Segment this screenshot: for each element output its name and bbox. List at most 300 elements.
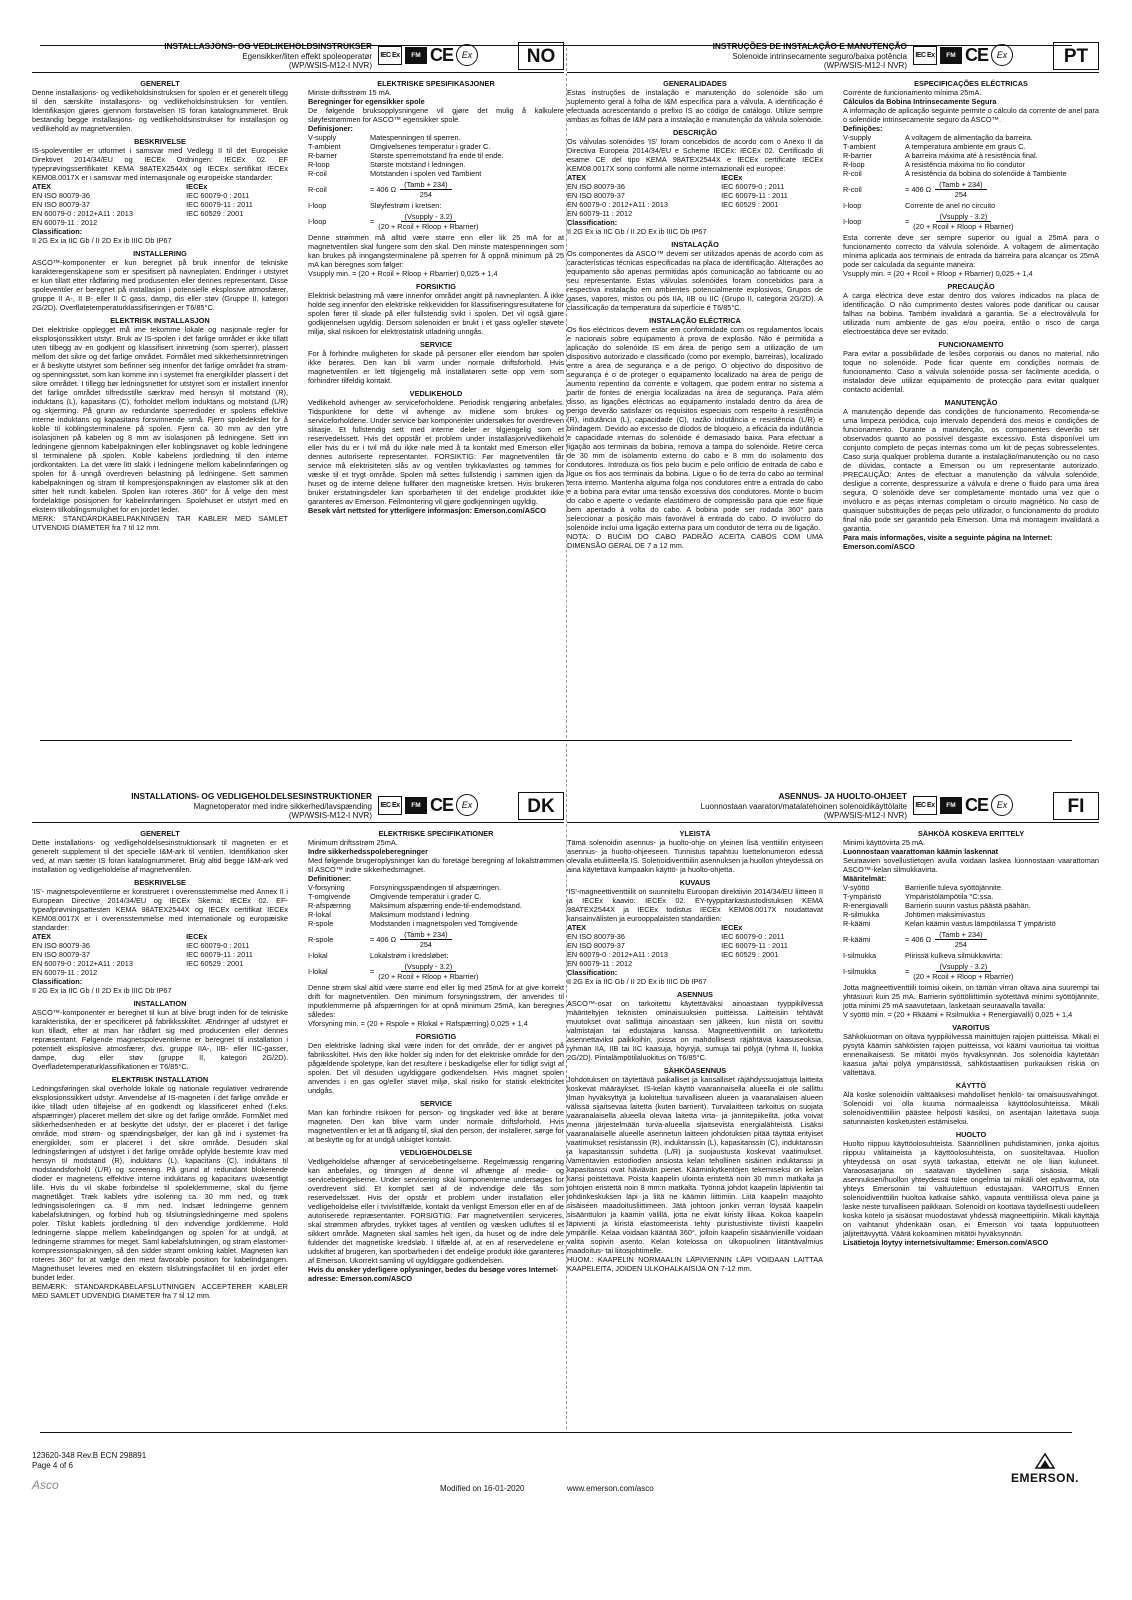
bold-paragraph: Beregninger for egensikker spole (308, 97, 425, 106)
definition-row (308, 919, 564, 928)
asco-logo: Asco (32, 1478, 59, 1492)
definition-text: Største sperremotstand fra ende til ende. (370, 151, 504, 160)
definition-row (843, 910, 1099, 919)
section-heading: SERVICE (419, 340, 453, 349)
formula-numerator: (Tamb + 234) (935, 930, 986, 940)
definition-row (308, 910, 564, 919)
definition-row (843, 169, 1099, 178)
paragraph: Med følgende brugeroplysninger kan du foretage beregning af lokalstrømmen til ASCO™ indre sikkerhedsmagnet. (308, 856, 564, 874)
formula-denominator: (20 + Rcoil + Rloop + Rbarrier) (913, 222, 1014, 231)
definition-term: R-loop (843, 160, 865, 169)
standards-row (32, 941, 288, 950)
paragraph: Vsupply min. = (20 + Rcoil + Rloop + Rbarrier) 0,025 + 1,4 (308, 269, 498, 278)
formula-prefix: = (370, 967, 375, 976)
definition-text: Barrierin suurin vastus päästä päähän. (905, 901, 1031, 910)
section-heading: PRECAUÇÃO (947, 282, 995, 291)
definition-text: A voltagem de alimentação da barreira. (905, 133, 1033, 142)
paragraph: Minste driftsstrøm 15 mA. (308, 88, 392, 97)
bold-paragraph: Cálculos da Bobina Intrinsecamente Segura (843, 97, 997, 106)
certification-marks (913, 42, 1013, 68)
paragraph: Minimum driftsstrøm 25mA. (308, 838, 398, 847)
paragraph: Estas instruções de instalação e manutenção do solenóide são um suplemento geral à folha de I&M específica para a válvula. A identificação é efectuada acrescentando o prefixo IS ao código de catálogo. Utilize sempre ambas as folhas de I&M para a instalação e manutenção da válvula solenóide. (567, 88, 823, 124)
formula-fraction (913, 212, 1013, 231)
standards-row (32, 182, 288, 191)
paragraph: For å forhindre muligheten for skade på personer eller eiendom bør spolen ikke berøres. Den kan bli varm under normale driftsforhold. Hvis magnetventilen er lett tilgjengelig må installatøren sette opp vern som forhindrer tilfeldig kontakt. (308, 349, 564, 385)
paragraph: Ledningsføringen skal overholde lokale og nationale regulativer vedrørende eksplosionssikkert udstyr. Anvendelse af IS-magneten i det farlige område er ikke tilladt uden tilføjelse af en godkendt og klassificeret enhed (f.eks. afspærringer) placeret mellem det sikre og det farlige område. Formålet med sikkerhedsenheden er at beskytte det udstyr, der er placeret i det farlige område, mod strøm- og spændingsbølger, der kan gå ind i systemet fra energikilder, som er placeret i det sikre område. Desuden skal ledningsføringen af udstyret i det farlige område opfylde bestemte krav med hensyn til modstand (R), induktans (L), kapacitans (C), induktans til modstandsforhold (L/R) og screening. På grund af redundant blokerende dioder er magnetens effektive interne induktans og kapacitans uvæsentligt lille. Hvis du vil skabe forbindelse til spoleklemmerne, skal du fjerne magnetlåget. Træk kablets ydre isolering ca. 30 mm ned, og træk ledningsisoleringen ca. 8 mm ned. Indsæt ledningerne gennem kabelafslutningen, og forbind hub og tilslutningsledningerne med spolens poler. Tilslut kablets jordledning til den indvendige jordklemme. Hold ledningerne slappe mellem kabelindgangen og spolen for at undgå, at ledningerne strammes for meget. Saml kabelafslutningen, og stram elastomer-kompressionspakningen, så den sidder stramt omkring kablet. Magneten kan roteres 360° for at vælge den mest favorable position for kabelindgangen. Magnethuset leveres med en ekstern tilslutningsfacilitet til en jordet eller bundet leder. (32, 1084, 288, 1282)
formula-fraction (378, 212, 478, 231)
ex-hexagon-icon: Ex (991, 794, 1013, 816)
section-heading: FUNCIONAMENTO (938, 340, 1004, 349)
definition-text: Omgivende temperatur i grader C. (370, 892, 482, 901)
model-code: (WP/WSIS-M12-I NVR) (823, 61, 907, 70)
bold-paragraph: Definisjoner: (308, 124, 353, 133)
definition-term: R-käämi (843, 919, 871, 928)
sheet-header (567, 40, 1099, 70)
definition-text: Kelan käämin vastus lämpötilassa T ympäristö (905, 919, 1056, 928)
paragraph: Os válvulas solenóides 'IS' foram concebidos de acordo com o Anexo II da Directiva Europeia 2014/34/EU e Scheme IECEx: IECEx 02. Certificado di esame CE del tipo KEMA 98ATEX2544X e IECEx certificate IECEx KEM08.0017X sono conformi alle norme internazionali ed europee: (567, 137, 823, 173)
formula-prefix: = (905, 967, 910, 976)
formula (843, 962, 1099, 981)
formula-label: I-loop (308, 217, 327, 226)
definition-text: Omgivelsenes temperatur i grader C. (370, 142, 491, 151)
definitions-table (308, 133, 564, 178)
iecex-icon: IEC Ex (378, 796, 402, 815)
instruction-subtitle: Magnetoperator med indre sikkerhed/lavspænding (193, 801, 372, 811)
bold-paragraph: Luonnostaan vaarattoman käämin laskennat (843, 847, 999, 856)
paragraph: Denne strøm skal altid være større end eller lig med 25mA for at give korrekt drift for magnetventilen. Den minimum forsyningsstrøm, der anvendes til inputklemmerne på afspærringen for at opnå minimum 25mA, kan beregnes således: (308, 983, 564, 1019)
right-column (308, 75, 564, 532)
bold-paragraph: Classification: (567, 218, 618, 227)
iecex-icon: IEC Ex (913, 46, 937, 65)
model-code: (WP/WSIS-M12-I NVR) (288, 811, 372, 820)
standards-cell: IEC 60079-0 : 2011 (186, 191, 250, 200)
standards-cell: IECEx (721, 173, 743, 182)
sheet-columns (567, 825, 1099, 1273)
formula-fraction (935, 180, 986, 199)
standards-table (32, 182, 288, 227)
bold-paragraph: Definições: (843, 124, 883, 133)
paragraph: Elektrisk belastning må være innenfor området angitt på navneplanten. Å ikke holde seg innenfor den elektriske rekkevidden for klassifiseringsresultatene for spolen fører til skade på eller fullstendig svikt i spolen. Det vil også gjøre godkjennelsen ugyldig. Dersom solenoiden er brukt i et gass og/eller støvete miljø, skal risikoen for elektrostatisk utladning unngås. (308, 291, 564, 336)
paragraph: IS-spoleventiler er utformet i samsvar med Vedlegg II til det Europeiske Direktivet 2014/34/EU og IECEx Ordningen: IECEx 02. EF typeprøvingssertifikatet KEMA 98ATEX2544X og IECEx sertifikat IECEx KEM08.0017X er i samsvar med internasjonale og europeiske standarder: (32, 146, 288, 182)
standards-cell: IEC 60079-0 : 2011 (721, 932, 785, 941)
fm-approved-icon: FM (405, 47, 427, 64)
formula (843, 212, 1099, 231)
certification-marks (378, 42, 478, 68)
standards-row (567, 923, 823, 932)
ce-mark-icon: CE (965, 44, 989, 65)
definition-term: T-ambient (308, 142, 341, 151)
paragraph: Vedligeholdelse afhænger af servicebetingelserne. Regelmæssig rengøring kan anbefales, og timingen af denne vil afhænge af medie- og servicebetingelserne. Under servicering skal komponenterne undersøges for overdrevent slid. Et komplet sæt af de indvendige dele fås som reservedelssæt. Hvis der opstår et problem under installation eller vedligeholdelse eller i tvivlstilfælde, kontakt da venligst Emerson eller en af de autoriserede repræsentanter. FORSIGTIG: Før magnetventilen serviceres, skal strømmen afbrydes, trykket tages af ventilen og væsken udluftes til et sikkert område. Magneten skal samles helt igen, da huset og de indre dele fuldender det magnetiske kredsløb. I tilfælde af, at en af reservedelene er udskiftet af brugeren, kan sporbarheden i det endelige produkt ikke garanteres af Emerson. Ukorrekt samling vil ugyldiggøre godkendelsen. (308, 1157, 564, 1265)
paragraph: De følgende bruksopplysningene vil gjøre det mulig å kalkulere sløyfestrømmen for ASCO™ egensikker spole. (308, 106, 564, 124)
definition-text: Matespenningen til sperren. (370, 133, 461, 142)
header-rule (567, 72, 1099, 73)
section-heading: ELEKTRISK INSTALLASJON (110, 316, 210, 325)
standards-cell: ATEX (32, 182, 52, 191)
sheet-columns (567, 75, 1099, 551)
standards-cell: ATEX (567, 173, 587, 182)
formula-prefix: = (370, 217, 375, 226)
standards-cell (186, 968, 288, 977)
left-column (32, 75, 288, 532)
fm-approved-icon: FM (940, 797, 962, 814)
section-heading: HUOLTO (955, 1130, 987, 1139)
standards-cell: EN ISO 80079-37 (32, 200, 90, 209)
standards-row (32, 191, 288, 200)
formula-label: I-silmukka (843, 967, 877, 976)
bold-paragraph: Para mais informações, visite a seguinte página na Internet: Emerson.com/ASCO (843, 533, 1053, 551)
section-heading: ASENNUS (677, 990, 713, 999)
sheet-no (32, 40, 564, 532)
definition-text: Motstanden i spolen ved Tambient (370, 169, 482, 178)
definition-text: Piirissä kulkeva silmukkavirta: (905, 951, 1003, 960)
emerson-wordmark: EMERSON. (1010, 1471, 1079, 1485)
definition-term: R-silmukka (843, 910, 880, 919)
definition-row (843, 201, 1099, 210)
standards-cell: IEC 60079-11 : 2011 (186, 950, 253, 959)
paragraph: II 2G Ex ia IIC Gb / II 2D Ex ib IIIC Db IP67 (567, 977, 707, 986)
instruction-subtitle: Solenoide intrinsecamente seguro/baixa potência (732, 51, 907, 61)
standards-cell: IEC 60529 : 2001 (186, 209, 244, 218)
paragraph: BEMÆRK: STANDARDKABELAFSLUTNINGEN ACCEPTERER KABLER MED SAMLET UDVENDIG DIAMETER fra 7 til 12 mm. (32, 1282, 288, 1300)
paragraph: Johdotuksen on täytettävä paikalliset ja kansalliset räjähdyssuojattuja laitteita koskevat määräykset. IS-kelan käyttö vaarannaisella alueella ei ole sallittu ilman hyväksyttyä ja luokiteltua turvalliseen alueen ja vaaranalaisen alueen välissä sijaitsevaa laitetta (kuten barrierit). Turvalaitteen tarkoitus on suojata vaaranalaisella alueella olevaa laitetta virta- ja jännitepiikeiltä, jotka voivat menna järjestelmään turva-alueella sijaitsevista energialähteistä. Lisäksi vaaranalaiselle alueelle asennetun laitteen johdotuksen pitää täyttää erityiset vaatimukset resistanssin (R), induktanssin (L), kapasitanssin (C), induktanssin ja kapasitanssin suhdetta (L/R) ja suojaustusta koskevat vaatimukset. Vamentavien estodiodien ansiosta kelan tehollinen sisäinen induktanssi ja kapasitanssi ovat häviävän pienet. Kääminkytkentöjen tekemiseksi on kelan kansi poistettava. Poista kaapelin ulointa eristettä noin 30 mm:n matkalta ja johtojen eristettä noin 8 mm:n matkalta. Työnnä johdot kaapelin läpivientin tai johdinkeskuksen läpi ja liitä ne käämin liittimiin. Liitä kaapelin maajohto sisäiseen maadoitusliittimeen. Jätä johtoon jonkin verran löysää kaapelin sisäänttulon ja käämin välillä, jotta ne eivät kiristy liikaa. Kokoa kaapelin läpivienti ja kiristä elastomeerista tehty puristustiiviste tiiviisti kaapelin ympärille. Kelaa voidaan kääntää 360°, jolloin kaapelin sisäänvienille voidaan valita sopivin asento. Kelan kotelossa on ulkopuolinen liitäntävalmius maadoitus- tai liitosjohtimelle. (567, 1075, 823, 1255)
standards-row (32, 968, 288, 977)
section-heading: INSTALAÇÃO (671, 240, 719, 249)
section-heading: MANUTENÇÃO (944, 398, 998, 407)
standards-cell: EN ISO 80079-36 (32, 941, 90, 950)
standards-cell: EN ISO 80079-36 (567, 932, 625, 941)
section-heading: VAROITUS (952, 1023, 990, 1032)
definition-text: Barrierille tuleva syöttöjännite. (905, 883, 1003, 892)
definition-row (308, 951, 564, 960)
standards-cell: EN 60079-11 : 2012 (32, 968, 98, 977)
paragraph: Seuraavien sovellustietojen avulla voidaan laskea luonnostaan vaarattoman ASCO™-kelan silmukkavirta. (843, 856, 1099, 874)
section-heading: SÄHKÖÄ KOSKEVA ERITTELY (917, 829, 1025, 838)
sheet-fi (567, 790, 1099, 1273)
bold-paragraph: Classification: (567, 968, 618, 977)
doc-number: 123620-348 Rev.B ECN 298891 (32, 1451, 147, 1460)
paragraph: ASCO™-komponenter er kun beregnet på bruk innenfor de tekniske karakteregenskapene som er spesifisert på navneplaten. Endringer i utstyret er kun tillatt etter rådføring med produsenten eller dennes representant. Disse spoleventiler er beregnet på installasjon i potensielle eksplosive atmosfærer, gruppe II A-, II B- eller II C gass, damp, dis eller støv (Gruppe II, kategori 2G/2D). Overflatetemperaturklassifiseringen er T6/85°C. (32, 258, 288, 312)
paragraph: ASCO™-osat on tarkoitettu käytettäväksi ainoastaan tyyppikilvessä määriteltyjen teknisten ominaisuuksien puitteissa. Laitteisiin tehtävät muutokset ovat sallittuja ainoastaan sen jälkeen, kun niistä on sovittu valmistajan tai edustajana kanssa. Magneettiventtiilit on tarkoitettu asennettaviksi paikkoihin, joissa on mahdollisesti räjähtäviä kaasuseoksia, ryhmän IIA, IIB tai IIC kaasuja, höyryjä, sumuja tai pölyjä (ryhmä II, luokka 2G/2D). Pintalämpötilaluokitus on T6/85°C. (567, 999, 823, 1062)
paragraph: ASCO™-komponenter er beregnet til kun at blive brugt inden for de tekniske karakteristika, der er specificeret på fabrikksskiltet. Ændringer af udstyret er kun tilladt, efter at man har rådført sig med producenten eller dennes repræsentant. Følgende magnetspoleventilerne er beregnet til installation i potentielt eksplosive atmosfærer, dvs. gruppe IIA-, IIB- eller IIC-gasser, dampe, dug eller støv (gruppe II, kategori 2G/2D). Overfladetemperaturklassifikationen er T6/85°C. (32, 1008, 288, 1071)
paragraph: II 2G Ex ia IIC Gb / II 2D Ex ib IIIC Db IP67 (32, 236, 172, 245)
standards-cell: IEC 60529 : 2001 (186, 959, 244, 968)
standards-row (567, 200, 823, 209)
definition-row (843, 133, 1099, 142)
definition-row (308, 169, 564, 178)
formula-label: I-lokal (308, 967, 328, 976)
section-heading: ELEKTRISKE SPECIFIKATIONER (378, 829, 494, 838)
formula-prefix: = 406 Ω (370, 935, 397, 944)
section-heading: GENERELT (140, 829, 180, 838)
section-heading: SERVICE (419, 1099, 453, 1108)
formula-numerator: (Vsupply - 3.2) (401, 962, 457, 972)
standards-cell: IEC 60079-11 : 2011 (186, 200, 253, 209)
standards-cell: EN 60079-0 : 2012+A11 : 2013 (32, 959, 133, 968)
paragraph: Det elektriske opplegget må ime tekomme lokale og nasjonale regler for eksplosjonssikkert utstyr. Bruk av IS-spolen i det farlige området er ikke tillatt uten tilbegg av en godkjent og klassifisert innretning (som sperrer), plassert mellom det sikre og det farlige området. Formålet med sikkerhetsinnretningen er å beskytte utstyret som befinner seg innenfor det farlige området fra strøm- og spenningsstøt, som kan komme inn i systemet fra energikilder plassert i det sikre området. I tillegg bør ledningsnettet for utstyret som er installert innenfor det farlige området tilfredsstille særkrav med hensyn til motstand (R), induktans (L), kapasitans (C), forholdet mellom induktans og motstand (L/R) og skjerming. På grunn av redundante sperredioder er spolens effektive interne induktans og kapasitans forsvinnende små. Fjern spoledekslet for å koble til koblingsterminalene på spolen. Fjern ca. 30 mm av den ytre isolasjonen på kabelen og 8 mm av isolasjonen på ledningene. Sett inn ledningene gjennom kabelpakningen eller koblingsnavet og koble ledningene til terminalene på spolen. Koble kabelens jordledning til den interne jordkontakten. La det være litt slakk i ledningene mellom kabelinnføringen og spolen for å unngå overdreven belastning på ledningene. Sett sammen kabelpakningen og stram til kompresjonspakningen av elastomer slik at den sitter helt rundt kabelen. Spolen kan roteres 360° for å velge den mest fordelaktige posisjonen for kabelinnføringen. Spolehuset er utstyrt med en ekstern tilkoblingsmulighet for en jordet leder. (32, 325, 288, 514)
definition-text: Sløyfestrøm i kretsen: (370, 201, 442, 210)
formula-numerator: (Tamb + 234) (935, 180, 986, 190)
section-heading: ESPECIFICAÇÕES ELÉCTRICAS (914, 79, 1028, 88)
section-heading: ELEKTRISK INSTALLATION (111, 1075, 209, 1084)
section-heading: DESCRIÇÃO (672, 128, 718, 137)
formula-denominator: 254 (419, 190, 432, 199)
paragraph: 'IS'-magneettiventtiilit on suunniteltu Euroopan direktiivin 2014/34/EU liitteen II ja IECEx kaavio: IECEx 02. EY-tyyppitarkastustodistuksen KEMA 98ATEX2544X ja IECEx todistus IECEx KEM08.0017X noudattavat kansainvälisten ja eurooppalaisten standardien: (567, 887, 823, 923)
standards-cell: IECEx (186, 932, 208, 941)
section-heading: GENERALIDADES (663, 79, 727, 88)
definition-text: A temperatura ambiente em graus C. (905, 142, 1026, 151)
definition-row (843, 901, 1099, 910)
section-heading: KÄYTTÖ (955, 1081, 987, 1090)
paragraph: Tämä solenoidin asennus- ja huolto-ohje on yleinen lisä venttiilin erityiseen asennus- ja huolto-ohjeeseen. Tunnistus tapahtuu luettelonumeron edessä olevalla etuliitteellä IS. Solenoidiventtiilin asennuksen ja huollon yhteydessä on aina käytettävä kumpaakin käyttö- ja huolto-ohjetta. (567, 838, 823, 874)
section-heading: FORSIKTIG (416, 282, 456, 291)
definition-term: R-barrier (308, 151, 337, 160)
page-number: Page 4 of 6 (32, 1461, 73, 1470)
section-heading: INSTALAÇÃO ELÉCTRICA (649, 316, 741, 325)
paragraph: Os fios eléctricos devem estar em conformidade com os regulamentos locais e nacionais sobre equipamento à prova de explosão. Não é permitida a aplicação do solenóide IS em área de perigo sem a utilização de um dispositivo autorizado e classificado (como por exemplo, barreiras), localizado entre a área de segurança e a de perigo. O objectivo do dispositivo de segurança é o de proteger o equipamento localizado na área de perigo de aumento repentino da corrente e voltagem, que podem entrar no sistema a partir de fontes de energia localizadas na área de segurança. Para além disso, as ligações eléctricas ao equipamento instalado dentro da área de perigo deverão satisfazer os requisitos especiais com respeito à resistência (R), indutância (L), capacidade (C), razão indutância e resistência (L/R) e blindagem. Devido ao excesso de díodos de bloqueio, a eficácia da indutância e capacidade internas do solenóide é demasiado baixa. Para efectuar a ligação aos terminais da bobina, remova a tampa do solenóide. Retire cerca de 30 mm de isolamento externo do cabo e 8 mm do isolamento dos condutores. Introduza os fios pelo bucim e pelo orifício de entrada de cabo e ligue os fios aos terminais da bobina. Ligue o fio de terra do cabo ao terminal terra interno. Mantenha alguma folga nos condutores entre a entrada do cabo e a bobina para evitar uma tensão excessiva dos condutores. Monte o bucim do cabo e aperte o vedante elastómero de compressão para que este fique bem apertado à volta do cabo. A bobina pode ser rodada 360° para seleccionar a posição mais favorável à entrada do cabo. O invólucro do solenóide inclui uma ligação externa para um condutor de terra ou de ligação. (567, 325, 823, 532)
definition-row (843, 883, 1099, 892)
definition-row (308, 133, 564, 142)
standards-row (567, 182, 823, 191)
definition-text: Største motstand i ledningen. (370, 160, 466, 169)
definition-row (843, 919, 1099, 928)
header-rule (32, 72, 564, 73)
standards-cell: EN 60079-0 : 2012+A11 : 2013 (32, 209, 133, 218)
definition-term: R-barrier (843, 151, 872, 160)
definitions-table (843, 133, 1099, 178)
definition-row (308, 892, 564, 901)
definition-term: R-spole (308, 919, 334, 928)
definitions-table (308, 201, 564, 210)
website-url: www.emerson.com/asco (567, 1484, 654, 1493)
formula-label: R-spole (308, 935, 334, 944)
formula-fraction (400, 180, 451, 199)
standards-cell: ATEX (567, 923, 587, 932)
instruction-title: ASENNUS- JA HUOLTO-OHJEET (778, 791, 907, 801)
section-heading: KUVAUS (679, 878, 711, 887)
paragraph: II 2G Ex ia IIC Gb / II 2D Ex ib IIIC Db IP67 (32, 986, 172, 995)
standards-cell: EN 60079-0 : 2012+A11 : 2013 (567, 200, 668, 209)
paragraph: Denne strømmen må alltid være større enn eller lik 25 mA for at magnetventilen skal fungere som den skal. Den minste matespenningen som kan brukes på inngangsterminalene på sperren for å oppnå minimum på 25 mA kan beregnes som følger: (308, 233, 564, 269)
paragraph: Dette installations- og vedligeholdelsesinstruktionsark til magneten er et generelt supplement til det specielle I&M-ark til ventilen. Identifikation sker ved, at man sætter IS foran katalognummeret. Brug altid begge I&M-ark ved installation og vedligeholdelse af magnetventilen. (32, 838, 288, 874)
standards-table (567, 173, 823, 218)
fm-approved-icon: FM (405, 797, 427, 814)
section-heading: INSTALLATION (133, 999, 187, 1008)
formula-prefix: = 406 Ω (905, 935, 932, 944)
paragraph: Os componentes da ASCO™ devem ser utilizados apenas de acordo com as características técnicas especificadas na placa de identificação. Alterações ao equipamento são apenas permitidas após comunicação ao fabricante ou ao seu representante. Estas válvulas solenóides foram concebidos para a respectiva instalação em ambientes potencialmente explosivos, Grupos de gases, vapores, mistos ou pós IIA, IIB ou IIC (Grupo II, categoria 2G/2D). A classificação da temperatura da superfície é T6/85°C. (567, 249, 823, 312)
header-title-block (567, 42, 907, 71)
definition-row (843, 142, 1099, 151)
definition-term: V-forsyning (308, 883, 345, 892)
formula-numerator: (Vsupply - 3.2) (936, 962, 992, 972)
paragraph: A informação de aplicação seguinte permite o cálculo da corrente de anel para o solenóide intrinsecamente seguro da ASCO™. (843, 106, 1099, 124)
sheet-columns (32, 825, 564, 1300)
header-rule (32, 822, 564, 823)
paragraph: A manutenção depende das condições de funcionamento. Recomenda-se uma limpeza periódica, cujo intervalo dependerá dos meios e condições de funcionamento. Durante a manutenção, os componentes deverão ser observados quanto ao possível desgaste excessivo. Está disponível um conjunto completo de peças internas como um kit de peças sobresselentes. Caso surja qualquer problema durante a instalação/manutenção ou no caso de dúvidas, contacte a Emerson ou um representante autorizado. PRECAUÇÃO: Antes de efectuar a manutenção da válvula solenóide, desligue a corrente, despressurize a válvula e drene o fluido para uma área segura. O solenóide deve ser completamente montado uma vez que o invólucro e as peças internas completam o circuito magnético. No caso de quaisquer substituições de peças pelo utilizador, o funcionamento do produto final não pode ser garantido pela Emerson. Uma má montagem invalidará a garantia. (843, 407, 1099, 533)
section-heading: FORSIGTIG (415, 1032, 457, 1041)
paragraph: Jotta magneettiventtiili toimisi oikein, on tämän virran oltava aina suurempi tai yhtäsuuri kuin 25 mA. Barrierin syöttöliittimiin syötettävä minimi syöttöjännite, jotta minimi 25 mA saavutetaan, lasketaan seuraavalla tavalla: (843, 983, 1099, 1010)
certification-marks (913, 792, 1013, 818)
instruction-subtitle: Luonnostaan vaaraton/matalatehoinen solenoidikäyttölaite (700, 801, 907, 811)
definition-text: Corrente de anel no circuito (905, 201, 996, 210)
paragraph: 'IS'- magnetspoleventilerne er konstrueret i overensstemmelse med Annex II i European Directive 2014/34/EU og IECEx Skema: IECEx 02. EF-typeafprøvningsattesten KEMA 98ATEX2544X og IECEx certifikat IECEx KEM08.0017X er i overensstemmelse med internationale og europæiske standarder: (32, 887, 288, 932)
standards-row (32, 200, 288, 209)
section-heading: BESKRIVELSE (134, 878, 186, 887)
formula-numerator: (Tamb + 234) (400, 180, 451, 190)
formula (843, 930, 1099, 949)
section-heading: SÄHKÖASENNUS (663, 1066, 727, 1075)
standards-row (32, 950, 288, 959)
paragraph: V syöttö min. = (20 + Rkäämi + Rsilmukka + Renergiavalli) 0,025 + 1,4 (843, 1010, 1073, 1019)
bold-paragraph: Hvis du ønsker yderligere oplysninger, bedes du besøge vores Internet-adresse: Emerson.com/ASCO (308, 1265, 559, 1283)
standards-table (32, 932, 288, 977)
language-code: NO (518, 42, 564, 70)
right-column (843, 75, 1099, 551)
emerson-logo (1000, 1452, 1090, 1483)
paragraph: Minimi käyttövirta 25 mA. (843, 838, 926, 847)
definition-term: R-coil (308, 169, 327, 178)
section-heading: VEDLIKEHOLD (409, 389, 463, 398)
paragraph: Vedlikehold avhenger av serviceforholdene. Periodisk rengjøring anbefales. Tidspunktene for dette vil avhenge av midlene som brukes og serviceforholdene. Under service bør komponenter undersøkes for overdreven slitasje. Et fullstendig sett med interne deler er tilgjengelig som et reservedelssett. Hvis det oppstår et problem under installasjon/vedlikehold eller hvis du er i tvil må du ikke nøle med å ta kontakt med Emerson eller dennes autoriserte representanter. FORSIKTIG: Før magnetventilen får service må elektrisiteten slås av og ventilen trykkavlastes og tømmes for væske til et trygt område. Spolen må settes fullstendig i sammen igjen da huset og de interne delene fullfører den magnetiske kretsen. Hvis brukeren bruker erstatningsdeler kan sporbarheten til det endelige produktet ikke garanteres av Emerson. Feilmontering vil gjøre godkjenningen ugyldig. (308, 398, 564, 506)
standards-cell: EN 60079-11 : 2012 (567, 209, 633, 218)
definition-row (843, 160, 1099, 169)
formula-denominator: (20 + Rcoil + Rloop + Rbarrier) (378, 222, 479, 231)
definition-row (308, 901, 564, 910)
header-title-block (32, 42, 372, 71)
standards-cell (721, 959, 823, 968)
formula-denominator: (20 + Rcoil + Rloop + Rbarrier) (913, 972, 1014, 981)
formula-denominator: 254 (954, 190, 967, 199)
standards-cell: IECEx (186, 182, 208, 191)
definition-text: Modstanden i magnetspolen ved Tomgivende (370, 919, 518, 928)
definition-term: R-coil (843, 169, 862, 178)
definition-text: A barreira máxima até à resistência final. (905, 151, 1038, 160)
formula-prefix: = 406 Ω (370, 185, 397, 194)
definition-term: I-loop (308, 201, 327, 210)
definition-term: R-energiavalli (843, 901, 888, 910)
formula-label: R-käämi (843, 935, 871, 944)
paragraph: Para evitar a possibilidade de lesões corporais ou danos no material, não toque no solenóide. Pode ficar quente em condições normais de funcionamento. Caso a válvula solenóide possa ser facilmente acedida, o instalador deve utilizar equipamento de protecção para evitar qualquer contacto acidental. (843, 349, 1099, 394)
sheet-dk (32, 790, 564, 1300)
paragraph: NOTA: O BUCIM DO CABO PADRÃO ACEITA CABOS COM UMA DIMENSÃO GERAL DE 7 a 12 mm. (567, 532, 823, 550)
paragraph: Älä koske solenoidiin välttääksesi mahdolliset henkilö- tai omaisuusvahingot. Solenoidi voi olla kuuma normaaleissa käyttöolosuhteissa. Mikäli solenoidiventtiiliin päästee helposti käsiksi, on asentajan laitettava suoja satunnaisten kosketusten estämiseksi. (843, 1090, 1099, 1126)
ex-hexagon-icon: Ex (456, 44, 478, 66)
formula-prefix: = 406 Ω (905, 185, 932, 194)
formula-denominator: (20 + Rcoil + Rloop + Rbarrier) (378, 972, 479, 981)
standards-cell: EN ISO 80079-37 (32, 950, 90, 959)
definitions-table (843, 883, 1099, 928)
formula (308, 212, 564, 231)
iecex-icon: IEC Ex (378, 46, 402, 65)
fm-approved-icon: FM (940, 47, 962, 64)
header-title-block (32, 792, 372, 821)
formula-denominator: 254 (954, 940, 967, 949)
standards-cell: IEC 60529 : 2001 (721, 950, 779, 959)
definitions-table (308, 951, 564, 960)
definition-text: Forsyningsspændingen til afspærringen. (370, 883, 502, 892)
left-column (32, 825, 288, 1300)
standards-row (567, 950, 823, 959)
definition-term: T-omgivende (308, 892, 351, 901)
paragraph: Huolto riippuu käyttöolosuhteista. Säännöllinen puhdistaminen, jonka ajoitus riippuu välitaineista ja käyttöolosuhteista, on suositeltavaa. Huollon yhteydessä on osat syytä tarkastaa, etteivät ne ole liian kuluneet. Varaosasarjana on saatavan täydellinen sarja sisäosia. Mikäli asennuksen/huollon yhteydessä tulee ongelmia tai mikäli olet epävarma, ota yhteys Emersoniin tai valtuutettuun edustajaan. VAROITUS Ennen solenoidiventtiilin huoltoa katkaise sähkö, vapauta venttiilissä oleva paine ja laske neste turvalliseen paikkaan. Solenoidi on koottava täydellisesti uudelleen koska kotelo ja sisäosat muodostavat yhdessä magneettipiirin. Mikäli käyttäjä on vaihtanut yhdenkään osan, ei Emerson voi taata lopputuotteen jäljitettävyyttä. Väärä kokoaminen mitätöi hyväksynnän. (843, 1139, 1099, 1238)
paragraph: Vforsyning min. = (20 + Rspole + Rlokal + Rafspærring) 0,025 + 1,4 (308, 1019, 528, 1028)
definitions-table (843, 201, 1099, 210)
paragraph: MERK: STANDARDKABELPAKNINGEN TAR KABLER MED SAMLET UTVENDIG DIAMETER fra 7 til 12 mm. (32, 514, 288, 532)
middle-rule (40, 740, 1072, 741)
standards-cell: IEC 60079-0 : 2011 (186, 941, 250, 950)
sheet-pt (567, 40, 1099, 551)
definition-term: V-supply (843, 133, 872, 142)
definition-row (843, 951, 1099, 960)
standards-row (567, 191, 823, 200)
standards-cell: EN ISO 80079-36 (567, 182, 625, 191)
instruction-title: INSTRUÇÕES DE INSTALAÇÃO E MANUTENÇÃO (712, 41, 907, 51)
definition-term: I-silmukka (843, 951, 877, 960)
section-heading: BESKRIVELSE (134, 137, 186, 146)
model-code: (WP/WSIS-M12-I NVR) (823, 811, 907, 820)
paragraph: Sähkökuorman on oltava tyyppikilvessä mainittujen rajojen puitteissa. Mikäli ei pysytä käämin sähköisten rajojen puitteissa, voi käämi vaurioitua tai vioittua ennenaikaisesti. Se mitätöi myös hyväksynnän. Jos solenoidia käytetään kaasua ja/tai pölyä ympäristössä, sähköstaattisen purkauksen riskiä on vältettävä. (843, 1032, 1099, 1077)
standards-row (32, 932, 288, 941)
definition-text: A resistência máxima no fio condutor (905, 160, 1026, 169)
definitions-table (843, 951, 1099, 960)
standards-cell: IEC 60529 : 2001 (721, 200, 779, 209)
definition-term: R-lokal (308, 910, 331, 919)
standards-cell (186, 218, 288, 227)
standards-cell: IECEx (721, 923, 743, 932)
definition-text: Johtimen maksimivastus (905, 910, 985, 919)
iecex-icon: IEC Ex (913, 796, 937, 815)
formula-label: R-coil (308, 185, 327, 194)
bold-paragraph: Indre sikkerhedsspoleberegninger (308, 847, 428, 856)
header-rule (567, 822, 1099, 823)
right-column (843, 825, 1099, 1273)
language-code: PT (1053, 42, 1099, 70)
standards-cell: ATEX (32, 932, 52, 941)
paragraph: Denne installasjons- og vedlikeholdsinstruksen for spolen er et generelt tillegg til den særskilte installasjons- og vedlikeholdsinstruksen for ventilen. Identifikasjon gjøres gjennom forstavelsen IS foran katalognummeret. Bruk bestandig begge installasjons- og vedlikeholdsinstrukser for installasjon og vedlikehold av magnetventilen. (32, 88, 288, 133)
language-code: DK (518, 792, 564, 820)
standards-row (567, 959, 823, 968)
formula-label: I-loop (843, 217, 862, 226)
definition-text: Maksimum afspærring ende-til-endemodstand. (370, 901, 522, 910)
definition-row (308, 160, 564, 169)
section-heading: ELEKTRISKE SPESIFIKASJONER (377, 79, 495, 88)
definition-row (308, 142, 564, 151)
standards-cell (721, 209, 823, 218)
standards-cell: EN 60079-11 : 2012 (32, 218, 98, 227)
formula-numerator: (Vsupply - 3.2) (936, 212, 992, 222)
instruction-title: INSTALLATIONS- OG VEDLIGEHOLDELSESINSTRUKTIONER (131, 791, 372, 801)
formula-numerator: (Vsupply - 3.2) (401, 212, 457, 222)
bold-paragraph: Määritelmät: (843, 874, 887, 883)
standards-row (567, 209, 823, 218)
certification-marks (378, 792, 478, 818)
definition-row (843, 892, 1099, 901)
formula-prefix: = (905, 217, 910, 226)
ex-hexagon-icon: Ex (991, 44, 1013, 66)
formula-label: R-coil (843, 185, 862, 194)
ce-mark-icon: CE (430, 44, 454, 65)
bold-paragraph: Classification: (32, 977, 83, 986)
standards-cell: EN 60079-0 : 2012+A11 : 2013 (567, 950, 668, 959)
paragraph: Man kan forhindre risikoen for person- og tingskader ved ikke at berøre magneten. Den kan blive varm under normale driftsforhold. Hvis magnetventilen er let at få adgang til, skal den person, der installerer, sørge for at beskytte og for at undgå utilsigtet kontakt. (308, 1108, 564, 1144)
sheet-header (32, 40, 564, 70)
model-code: (WP/WSIS-M12-I NVR) (288, 61, 372, 70)
standards-row (567, 932, 823, 941)
definition-term: R-afspærring (308, 901, 351, 910)
bold-paragraph: Classification: (32, 227, 83, 236)
header-title-block (567, 792, 907, 821)
standards-row (567, 173, 823, 182)
emerson-mark-icon (1034, 1452, 1056, 1470)
